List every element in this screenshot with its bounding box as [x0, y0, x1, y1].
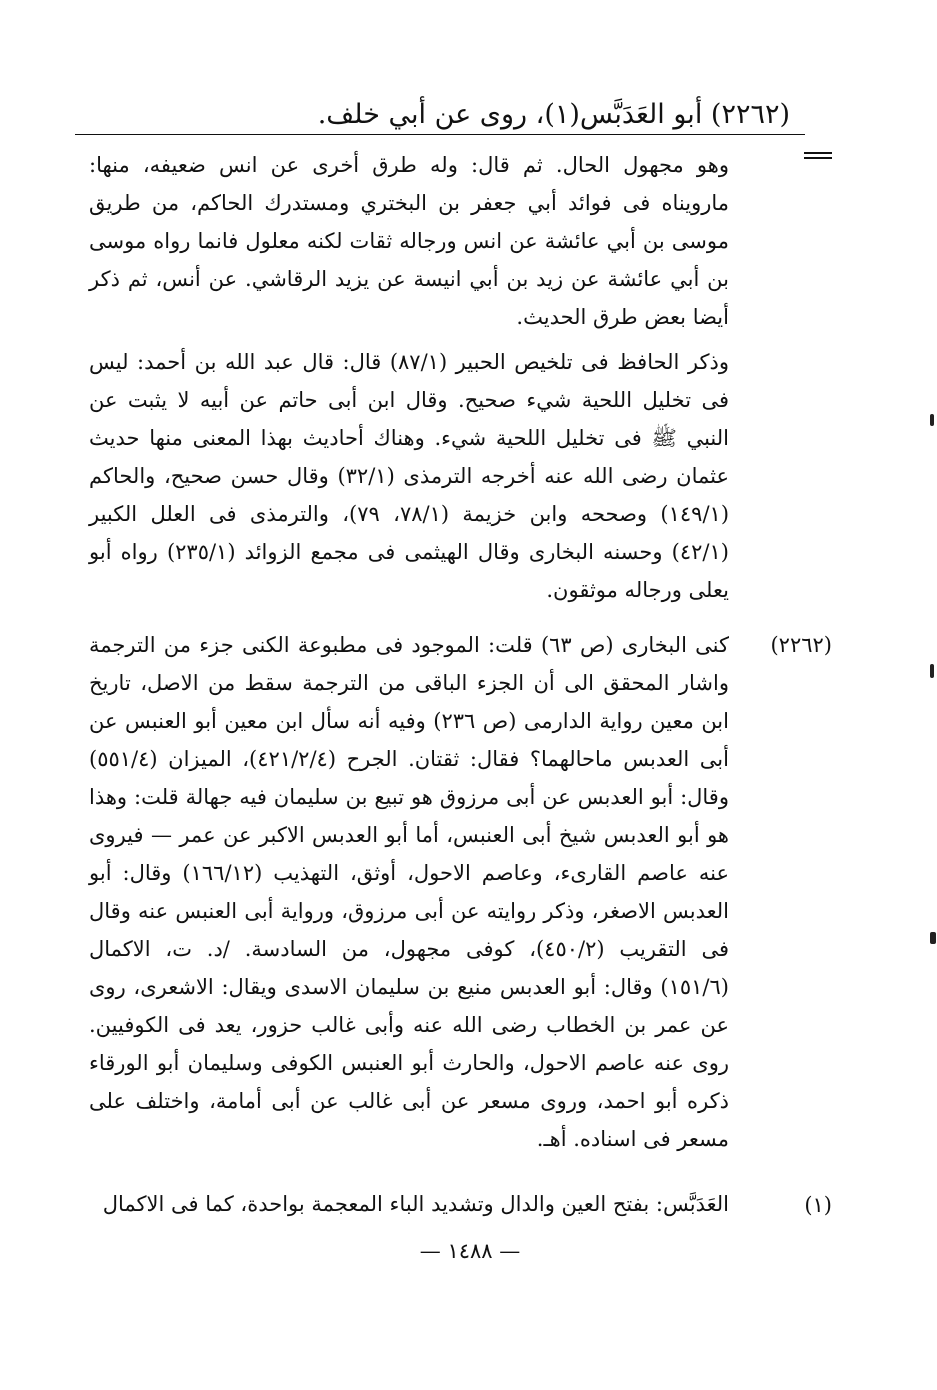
- footnote-text: العَدَبَّس: بفتح العين والدال وتشديد الباء المعجمة بواحدة، كما فى الاكمال: [102, 1192, 729, 1216]
- page-number: — ١٤٨٨ —: [419, 1239, 521, 1263]
- paragraph-continued: وهو مجهول الحال. ثم قال: وله طرق أخرى عن انس ضعيفه، منها: مارويناه فى فوائد أبي جعفر بن البختري ومستدرك الحاكم، من طريق موسى بن أبي عائشة عن انس ورجاله ثقات لكنه معلول فانما رواه موسى بن أبي عائشة عن زيد بن أبي انيسة عن يزيد الرقاشي. عن أنس، ثم ذكر أيضا بعض طرق الحديث.: [89, 153, 729, 329]
- edge-mark: [930, 932, 936, 944]
- footnote-number: (١): [804, 1193, 832, 1217]
- heading-rule: [75, 134, 805, 135]
- paragraph-entry-2262: كنى البخارى (ص ٦٣) قلت: الموجود فى مطبوعة الكنى جزء من الترجمة واشار المحقق الى أن الجزء الباقى من الترجمة سقط من الاصل، تاريخ ابن معين رواية الدارمى (ص ٢٣٦) وفيه أنه سأل ابن معين أبو العنبس عن أبى العدبس ماحالهما؟ فقال: ثقتان. الجرح (٤٢١/٢/٤)، الميزان (٥٥١/٤) وقال: أبو العدبس عن أبى مرزوق هو تبيع بن سليمان فيه جهالة قلت: وهذا هو أبو العدبس شيخ أبى العنبس، أما أبو العدبس الاكبر عن عمر — فيروى عنه عاصم القارىء، وعاصم الاحول، أوثق، التهذيب (١٦٦/١٢) وقال: أبو العدبس الاصغر، وذكر روايته عن أبى مرزوق، ورواية أبى العنبس عنه وقال فى التقريب (٤٥٠/٢)، كوفى مجهول، من السادسة. /د. ت، الاكمال (١٥١/٦) وقال: أبو العدبس منيع بن سليمان الاسدى ويقال: الاشعرى، روى عن عمر بن الخطاب رضى الله عنه وأبى غالب حزور، يعد فى الكوفيين. روى عنه عاصم الاحول، والحارث أبو العنبس الكوفى وسليمان أبو الورقاء ذكره أبو احمد، وروى مسعر عن أبى غالب عن أبى أمامة، واختلف على مسعر فى اسناده. أهـ.: [89, 633, 730, 1151]
- paragraph-hafiz: وذكر الحافظ فى تلخيص الحبير (٨٧/١) قال: قال عبد الله بن أحمد: ليس فى تخليل اللحية شيء صحيح. وقال ابن أبى حاتم عن أبيه لا يثبت عن النبي ﷺ فى تخليل اللحية شيء. وهناك أحاديث بهذا المعنى منها حديث عثمان رضى الله عنه أخرجه الترمذى (٣٢/١) وقال حسن صحيح، والحاكم (١٤٩/١) وصححه وابن خزيمة (٧٨/١، ٧٩)، والترمذى فى العلل الكبير (٤٢/١) وحسنه البخارى وقال الهيثمى فى مجمع الزوائد (٢٣٥/١) رواه أبو يعلى ورجاله موثقون.: [89, 350, 730, 602]
- edge-mark: [930, 664, 934, 678]
- continuation-mark: [804, 152, 832, 160]
- entry-heading: (٢٢٦٢) أبو العَدَبَّس(١)، روى عن أبي خلف.: [317, 99, 790, 130]
- edge-mark: [930, 414, 934, 426]
- entry-number: (٢٢٦٢): [770, 633, 832, 657]
